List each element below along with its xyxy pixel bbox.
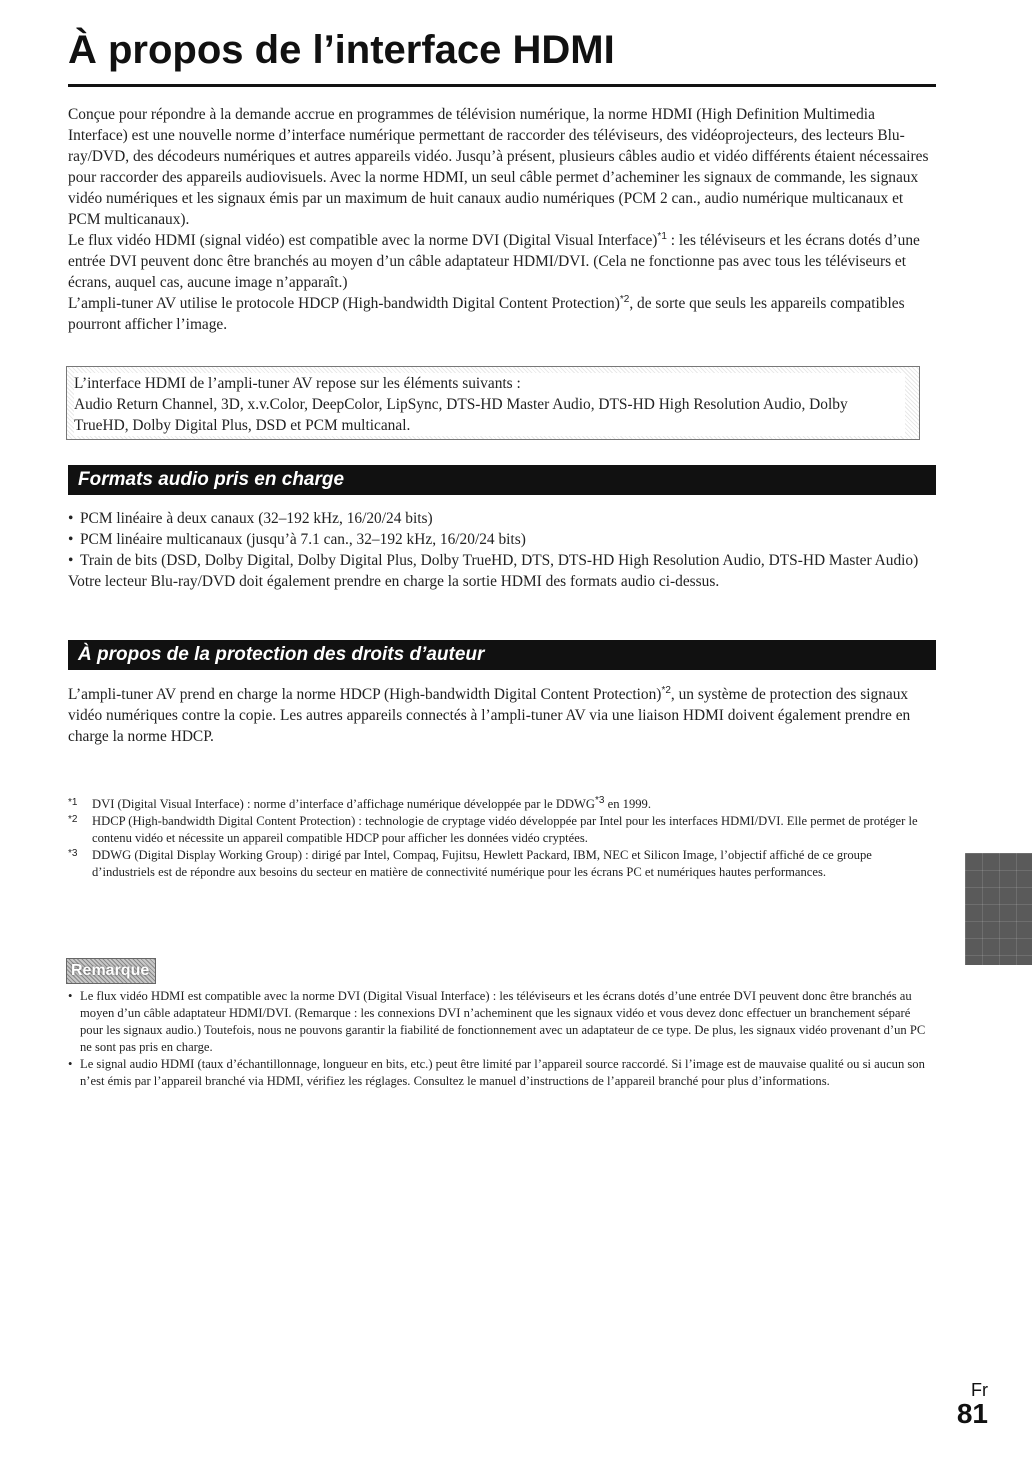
intro-p2-text: Le flux vidéo HDMI (signal vidéo) est compatible avec la norme DVI (Digital Visual Interface) (68, 232, 658, 249)
footnote-mark: *2 (68, 814, 78, 825)
remark-list (68, 988, 936, 1090)
footnote-1 (68, 796, 936, 813)
footnotes (68, 796, 936, 881)
title-rule (68, 84, 936, 87)
footnote-3 (68, 847, 936, 881)
copyright-text-end: , un système de protection des signaux vidéo numériques contre la copie. Les autres appareils connectés à l’ampli-tuner AV via une liaison HDMI doivent également prendre en charge la norme HDCP. (68, 686, 911, 745)
page-number: 81 (956, 1398, 988, 1429)
audio-format-list (68, 508, 936, 571)
feature-box-line-2: Audio Return Channel, 3D, x.v.Color, DeepColor, LipSync, DTS-HD Master Audio, DTS-HD High Resolution Audio, Dolby TrueHD, Dolby Digital Plus, DSD et PCM multicanal. (74, 396, 848, 434)
intro-p3-text: L’ampli-tuner AV utilise le protocole HDCP (High-bandwidth Digital Content Protection) (68, 295, 620, 312)
section-header-copyright (68, 640, 936, 670)
footnote-mark: *3 (68, 848, 78, 859)
section-heading-copyright: À propos de la protection des droits d’auteur (78, 644, 485, 665)
copyright-paragraph (68, 684, 936, 747)
footnote-ref-2: *2 (661, 684, 671, 696)
intro-text (68, 104, 936, 335)
intro-p3-text-end: , de sorte que seuls les appareils compatibles pourront afficher l’image. (68, 295, 905, 333)
section-heading-audio-formats: Formats audio pris en charge (78, 469, 345, 490)
list-item: • Train de bits (DSD, Dolby Digital, Dolby Digital Plus, Dolby TrueHD, DTS, DTS-HD High Resolution Audio, DTS-HD Master Audio) (68, 550, 936, 571)
feature-box-content (74, 373, 905, 436)
list-item: • Le signal audio HDMI (taux d’échantillonnage, longueur en bits, etc.) peut être limité par l’appareil source raccordé. Si l’image est de mauvaise qualité ou si aucun son n’est émis par l’appareil branché via HDMI, vérifiez les réglages. Consultez le manuel d’instructions de l’appareil branché pour plus d’informations. (68, 1056, 936, 1090)
intro-p2-text-end: : les téléviseurs et les écrans dotés d’une entrée DVI peuvent donc être branchés au moyen d’un câble adaptateur HDMI/DVI. (Cela ne fonctionne pas avec tous les téléviseurs et écrans, auquel cas, aucune image n’apparaît.) (68, 232, 920, 291)
copyright-text: L’ampli-tuner AV prend en charge la norme HDCP (High-bandwidth Digital Content Protection) (68, 686, 662, 703)
footnote-text: DDWG (Digital Display Working Group) : dirigé par Intel, Compaq, Fujitsu, Hewlett Packard, IBM, NEC et Silicon Image, l’objectif affiché de ce groupe d’industriels est de répondre aux besoins du secteur en matière de connectivité numérique pour les écrans PC et numériques hautes performances. (92, 848, 872, 879)
section-body-audio-formats (68, 508, 936, 592)
footnote-text: HDCP (High-bandwidth Digital Content Protection) : technologie de cryptage vidéo développée par Intel pour les interfaces HDMI/DVI. Elle permet de protéger le contenu vidéo et nécessite un appareil compatible HDCP pour afficher les données vidéo cryptées. (92, 814, 918, 845)
remark-label (66, 958, 156, 984)
side-tab-pattern (965, 853, 1032, 965)
remark-label-text: Remarque (71, 962, 150, 979)
footnote-mark: *1 (68, 797, 78, 808)
list-item: • Le flux vidéo HDMI est compatible avec la norme DVI (Digital Visual Interface) : les téléviseurs et les écrans dotés d’une entrée DVI peuvent donc être branchés au moyen d’un câble adaptateur HDMI/DVI. (Remarque : les connexions DVI n’acheminent que les signaux vidéo et vous devez donc effectuer un branchement séparé pour les signaux audio.) Toutefois, nous ne pouvons garantir la fiabilité de fonctionnement avec un adaptateur de ce type. De plus, les signaux vidéo provenant d’un PC ne sont pas pris en charge. (68, 988, 936, 1056)
feature-box-line-1: L’interface HDMI de l’ampli-tuner AV repose sur les éléments suivants : (74, 375, 521, 392)
intro-paragraph-3 (68, 293, 936, 335)
footnote-2 (68, 813, 936, 847)
footnote-ref-1: *1 (657, 230, 667, 242)
page-title: À propos de l’interface HDMI (68, 28, 615, 72)
footnote-text: DVI (Digital Visual Interface) : norme d’interface d’affichage numérique développée par le DDWG (92, 797, 596, 811)
chapter-side-tab (965, 853, 1032, 965)
language-label: Fr (971, 1380, 988, 1400)
audio-format-note: Votre lecteur Blu-ray/DVD doit également prendre en charge la sortie HDMI des formats audio ci-dessus. (68, 573, 720, 590)
feature-box (66, 366, 920, 440)
list-item: • PCM linéaire à deux canaux (32–192 kHz, 16/20/24 bits) (68, 508, 936, 529)
footnote-text-end: en 1999. (604, 797, 651, 811)
footnote-ref-3: *3 (595, 794, 605, 806)
intro-paragraph-2 (68, 230, 936, 293)
section-body-copyright (68, 684, 936, 747)
intro-paragraph-1: Conçue pour répondre à la demande accrue en programmes de télévision numérique, la norme HDMI (High Definition Multimedia Interface) est une nouvelle norme d’interface numérique permettant de raccorder des téléviseurs, des vidéoprojecteurs, des lecteurs Blu-ray/DVD, des décodeurs numériques et autres appareils vidéo. Jusqu’à présent, plusieurs câbles audio et vidéo différents étaient nécessaires pour raccorder des appareils audiovisuels. Avec la norme HDMI, un seul câble permet d’acheminer les signaux de commande, les signaux vidéo numériques et les signaux émis par un maximum de huit canaux audio numériques (PCM 2 can., audio numérique multicanaux et PCM multicanaux). (68, 106, 929, 228)
section-header-audio-formats (68, 465, 936, 495)
footnote-ref-2: *2 (619, 293, 630, 305)
list-item: • PCM linéaire multicanaux (jusqu’à 7.1 can., 32–192 kHz, 16/20/24 bits) (68, 529, 936, 550)
remark-body (68, 988, 936, 1090)
